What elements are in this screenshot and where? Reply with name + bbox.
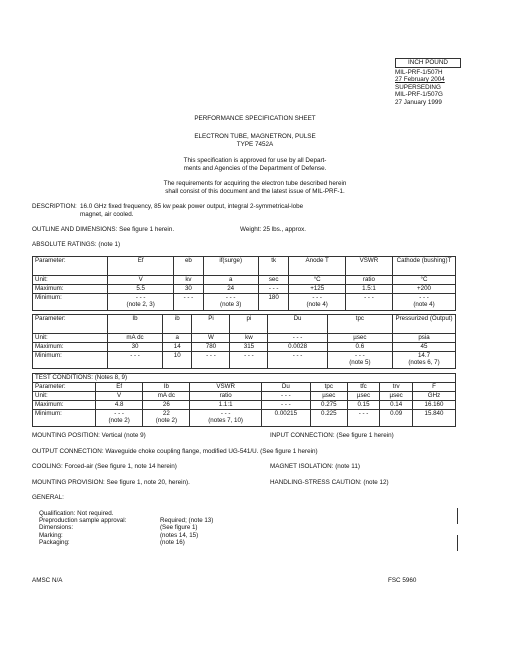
cell-note: (note 2) bbox=[108, 417, 130, 425]
table-row bbox=[33, 352, 456, 369]
general-item-key: Preproduction sample approval: bbox=[39, 517, 127, 524]
table-cell: 315 bbox=[230, 343, 268, 352]
table-header-row bbox=[33, 257, 456, 276]
table-cell bbox=[393, 294, 456, 311]
table-row bbox=[33, 294, 456, 311]
table-cell: 0.6 bbox=[327, 343, 392, 352]
fsc-label: FSC 5960 bbox=[388, 577, 417, 584]
table-cell: 10 bbox=[163, 352, 192, 369]
cooling: COOLING: Forced-air (See figure 1, note 14 herein) bbox=[32, 463, 177, 470]
page-title: PERFORMANCE SPECIFICATION SHEET bbox=[194, 115, 316, 122]
table-cell: sec bbox=[258, 276, 289, 285]
general-item-key: Dimensions: bbox=[39, 524, 74, 532]
table-row bbox=[33, 392, 456, 401]
table-cell: µsec bbox=[347, 392, 380, 401]
handling-stress-caution: HANDLING-STRESS CAUTION: (note 12) bbox=[270, 479, 389, 486]
table-cell: Unit: bbox=[33, 334, 108, 343]
requirements-line2: shall consist of this document and the latest issue of MIL-PRF-1. bbox=[165, 188, 345, 195]
table-cell: mA dc bbox=[143, 392, 190, 401]
weight: Weight: 25 lbs., approx. bbox=[240, 226, 307, 233]
mounting-position: MOUNTING POSITION: Vertical (note 9) bbox=[32, 432, 146, 439]
table-cell: V bbox=[96, 392, 143, 401]
table-cell: - - - bbox=[268, 352, 327, 369]
table-cell: Pi bbox=[192, 315, 230, 334]
table-cell: 780 bbox=[192, 343, 230, 352]
table-row bbox=[33, 276, 456, 285]
cell-note: (note 4) bbox=[413, 301, 435, 309]
superseding-label: SUPERSEDING bbox=[395, 83, 441, 91]
input-connection: INPUT CONNECTION: (See figure 1 herein) bbox=[270, 432, 394, 439]
table-cell: 1.1:1 bbox=[190, 401, 261, 410]
table-cell: Minimum: bbox=[33, 294, 108, 311]
table-row bbox=[33, 343, 456, 352]
test-conditions-caption: TEST CONDITIONS: (Notes 8, 9) bbox=[33, 374, 456, 383]
table-cell: GHz bbox=[412, 392, 455, 401]
general-item bbox=[37, 539, 215, 546]
cell-value: - - - bbox=[312, 294, 322, 301]
cell-note: (note 2, 3) bbox=[126, 301, 155, 309]
table-header-row bbox=[33, 383, 456, 392]
table-cell bbox=[143, 410, 190, 427]
table-cell: Minimum: bbox=[33, 352, 108, 369]
general-item-key: Marking: bbox=[39, 531, 63, 539]
table-cell: - - - bbox=[174, 294, 203, 311]
magnet-isolation: MAGNET ISOLATION: (note 11) bbox=[270, 463, 360, 470]
table-cell: Maximum: bbox=[33, 401, 96, 410]
table-cell: 0.14 bbox=[380, 401, 413, 410]
table-cell: +200 bbox=[393, 285, 456, 294]
table-cell: F bbox=[412, 383, 455, 392]
outline-dimensions: OUTLINE AND DIMENSIONS: See figure 1 herein. bbox=[32, 226, 175, 233]
test-conditions-table bbox=[32, 373, 456, 427]
table-row bbox=[33, 285, 456, 294]
table-cell: µsec bbox=[310, 392, 347, 401]
change-bar bbox=[457, 508, 458, 524]
table-cell: - - - bbox=[108, 352, 163, 369]
table-cell: Parameter: bbox=[33, 257, 108, 276]
cell-value: 14.7 bbox=[417, 352, 431, 359]
cell-value: - - - bbox=[419, 294, 429, 301]
table-cell: Maximum: bbox=[33, 343, 108, 352]
table-cell: 30 bbox=[108, 343, 163, 352]
table-cell: Ib bbox=[143, 383, 190, 392]
description-label: DESCRIPTION: bbox=[32, 203, 77, 210]
table-cell: - - - bbox=[230, 352, 268, 369]
general-heading: GENERAL: bbox=[32, 494, 64, 501]
table-cell: Du bbox=[261, 383, 310, 392]
table-cell: V bbox=[108, 276, 174, 285]
cell-note: (notes 7, 10) bbox=[208, 417, 243, 425]
cell-value: - - - bbox=[135, 294, 146, 301]
table-cell: - - - bbox=[192, 352, 230, 369]
doc-number: MIL-PRF-1/507H bbox=[395, 68, 443, 76]
general-item-value: (See figure 1) bbox=[160, 524, 198, 532]
general-item-key: Packaging: bbox=[39, 539, 70, 547]
table-cell: mA dc bbox=[108, 334, 163, 343]
table-cell: if(surge) bbox=[203, 257, 258, 276]
table-cell: VSWR bbox=[190, 383, 261, 392]
table-cell: Unit: bbox=[33, 392, 96, 401]
table-cell: kv bbox=[174, 276, 203, 285]
cell-value: - - - bbox=[114, 410, 124, 417]
table-caption-row bbox=[33, 374, 456, 383]
approval-line2: ments and Agencies of the Department of Defense. bbox=[183, 165, 327, 172]
table-cell: µsec bbox=[380, 392, 413, 401]
cell-note: (notes 6, 7) bbox=[408, 359, 440, 367]
table-row bbox=[33, 410, 456, 427]
table-cell: Ef bbox=[108, 257, 174, 276]
table-cell: ratio bbox=[345, 276, 392, 285]
table-cell: 16.160 bbox=[412, 401, 455, 410]
table-cell: 14 bbox=[163, 343, 192, 352]
table-cell: VSWR bbox=[345, 257, 392, 276]
table-cell bbox=[393, 352, 456, 369]
table-cell: - - - bbox=[258, 285, 289, 294]
table-cell: a bbox=[163, 334, 192, 343]
table-cell bbox=[108, 294, 174, 311]
table-header-row bbox=[33, 315, 456, 334]
table-cell: 1.5:1 bbox=[345, 285, 392, 294]
table-cell bbox=[190, 410, 261, 427]
table-cell: µsec bbox=[327, 334, 392, 343]
inch-pound-label: INCH POUND bbox=[395, 58, 461, 68]
table-cell: 5.5 bbox=[108, 285, 174, 294]
tube-name: ELECTRON TUBE, MAGNETRON, PULSE bbox=[194, 133, 316, 140]
general-item bbox=[37, 532, 215, 539]
table-cell: eb bbox=[174, 257, 203, 276]
table-cell: - - - bbox=[268, 334, 327, 343]
table-cell bbox=[327, 352, 392, 369]
table-cell: - - - bbox=[345, 294, 392, 311]
table-cell: 0.0028 bbox=[268, 343, 327, 352]
tube-type: TYPE 7452A bbox=[236, 141, 274, 148]
description-line1: 16.0 GHz fixed frequency, 85 kw peak power output, integral 2-symmetrical-lobe bbox=[80, 203, 304, 210]
table-cell: 4.8 bbox=[96, 401, 143, 410]
table-cell: 0.225 bbox=[310, 410, 347, 427]
general-item-value: (notes 14, 15) bbox=[160, 531, 199, 539]
change-bar bbox=[457, 535, 458, 551]
description-line2: magnet, air cooled. bbox=[80, 211, 134, 218]
amsc-label: AMSC N/A bbox=[32, 577, 63, 584]
approval-line1: This specification is approved for use by all Depart- bbox=[183, 157, 327, 164]
table-cell: °C bbox=[393, 276, 456, 285]
table-cell: Unit: bbox=[33, 276, 108, 285]
table-cell: ib bbox=[163, 315, 192, 334]
mounting-provision: MOUNTING PROVISION: See figure 1, note 20, herein). bbox=[32, 479, 190, 486]
table-row bbox=[33, 334, 456, 343]
cell-value: 22 bbox=[162, 410, 170, 417]
table-cell: pi bbox=[230, 315, 268, 334]
table-cell: kw bbox=[230, 334, 268, 343]
table-cell: Du bbox=[268, 315, 327, 334]
table-cell: Pressurized (Output) bbox=[393, 315, 456, 334]
table-cell: Ef bbox=[96, 383, 143, 392]
table-cell: 0.09 bbox=[380, 410, 413, 427]
cell-value: - - - bbox=[355, 352, 365, 359]
general-item-value: Required; (note 13) bbox=[160, 517, 214, 524]
table-cell: 24 bbox=[203, 285, 258, 294]
table-cell: 30 bbox=[174, 285, 203, 294]
document-id-block bbox=[395, 58, 461, 106]
cell-value: - - - bbox=[225, 294, 236, 301]
table-cell: a bbox=[203, 276, 258, 285]
cell-note: (note 2) bbox=[155, 417, 178, 425]
cell-note: (note 3) bbox=[220, 301, 242, 309]
superseded-doc-date: 27 January 1999 bbox=[395, 98, 442, 106]
general-items bbox=[37, 517, 215, 547]
table-cell: 0.15 bbox=[347, 401, 380, 410]
absolute-ratings-heading: ABSOLUTE RATINGS: (note 1) bbox=[32, 241, 121, 248]
doc-date: 27 February 2004 bbox=[395, 76, 445, 84]
table-cell: 0.275 bbox=[310, 401, 347, 410]
table-cell: °C bbox=[289, 276, 345, 285]
table-cell: 15.840 bbox=[412, 410, 455, 427]
table-cell: 0.00215 bbox=[261, 410, 310, 427]
table-cell: psia bbox=[393, 334, 456, 343]
table-cell: Parameter: bbox=[33, 315, 108, 334]
table-cell: - - - bbox=[261, 401, 310, 410]
table-cell: +125 bbox=[289, 285, 345, 294]
table-cell bbox=[96, 410, 143, 427]
table-cell: Cathode (bushing)T bbox=[393, 257, 456, 276]
superseded-doc-number: MIL-PRF-1/507G bbox=[395, 91, 443, 99]
output-connection: OUTPUT CONNECTION: Waveguide choke coupling flange, modified UG-541/U. (See figure 1 herein) bbox=[32, 448, 318, 455]
table-cell: tpc bbox=[310, 383, 347, 392]
table-cell: Maximum: bbox=[33, 285, 108, 294]
table-cell: Ib bbox=[108, 315, 163, 334]
cell-value: - - - bbox=[220, 410, 231, 417]
table-cell: - - - bbox=[261, 392, 310, 401]
table-row bbox=[33, 401, 456, 410]
table-cell: Minimum: bbox=[33, 410, 96, 427]
table-cell: 180 bbox=[258, 294, 289, 311]
table-cell: ratio bbox=[190, 392, 261, 401]
table-cell: - - - bbox=[347, 410, 380, 427]
table-cell: Anode T bbox=[289, 257, 345, 276]
cell-note: (note 4) bbox=[306, 301, 328, 309]
qualification: Qualification: Not required. bbox=[39, 510, 114, 517]
table-cell: tk bbox=[258, 257, 289, 276]
absolute-ratings-table-1 bbox=[32, 256, 456, 311]
general-item bbox=[37, 524, 215, 531]
table-cell bbox=[289, 294, 345, 311]
absolute-ratings-table-2 bbox=[32, 314, 456, 369]
cell-note: (note 5) bbox=[349, 359, 371, 367]
requirements-line1: The requirements for acquiring the electron tube described herein bbox=[163, 180, 347, 187]
table-cell: Parameter: bbox=[33, 383, 96, 392]
table-cell: trv bbox=[380, 383, 413, 392]
table-cell: 45 bbox=[393, 343, 456, 352]
general-item bbox=[37, 517, 215, 524]
general-item-value: (note 16) bbox=[160, 539, 185, 547]
table-cell: 26 bbox=[143, 401, 190, 410]
table-cell: W bbox=[192, 334, 230, 343]
table-cell: tpc bbox=[327, 315, 392, 334]
table-cell: tfc bbox=[347, 383, 380, 392]
table-cell bbox=[203, 294, 258, 311]
